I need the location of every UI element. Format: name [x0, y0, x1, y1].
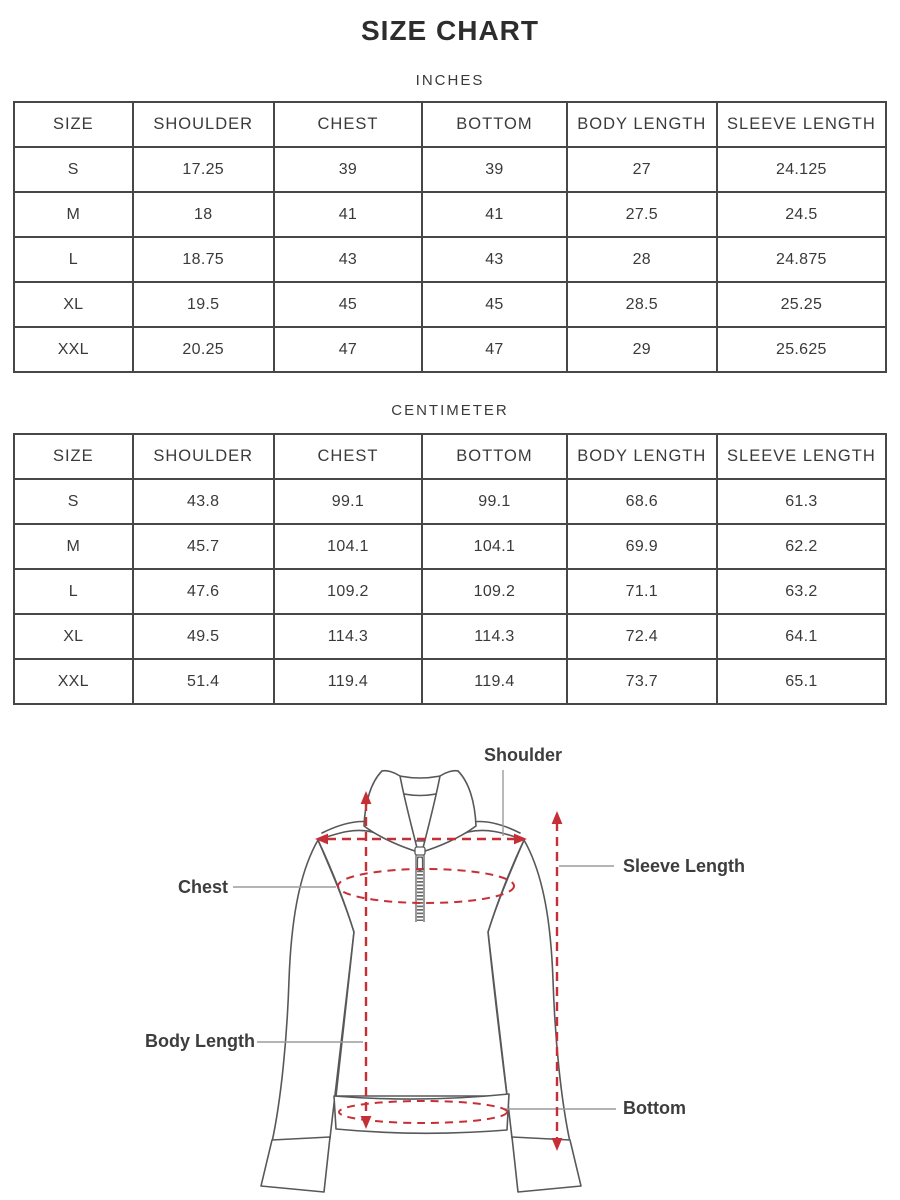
- centimeter-section-label: CENTIMETER: [391, 402, 509, 419]
- value-cell: 28.5: [567, 282, 717, 327]
- value-cell: 24.875: [717, 237, 886, 282]
- value-cell: 45.7: [133, 524, 274, 569]
- zipper: [415, 847, 425, 922]
- size-cell: XL: [14, 282, 133, 327]
- left-cuff: [261, 1137, 330, 1192]
- size-cell: XL: [14, 614, 133, 659]
- size-cell: XXL: [14, 659, 133, 704]
- column-header-bottom: BOTTOM: [422, 102, 567, 147]
- value-cell: 69.9: [567, 524, 717, 569]
- value-cell: 99.1: [274, 479, 422, 524]
- garment-outline: [261, 771, 581, 1192]
- sleeve-length-arrowhead-up: [552, 811, 563, 824]
- table-row: [14, 147, 886, 192]
- table-row: [14, 479, 886, 524]
- value-cell: 43: [422, 237, 567, 282]
- value-cell: 65.1: [717, 659, 886, 704]
- value-cell: 20.25: [133, 327, 274, 372]
- value-cell: 27: [567, 147, 717, 192]
- table-row: [14, 659, 886, 704]
- column-header-size: SIZE: [14, 102, 133, 147]
- column-header-sleeve-length: SLEEVE LENGTH: [717, 434, 886, 479]
- value-cell: 64.1: [717, 614, 886, 659]
- value-cell: 47: [274, 327, 422, 372]
- shoulder-label: Shoulder: [483, 745, 562, 765]
- value-cell: 51.4: [133, 659, 274, 704]
- table-row: [14, 524, 886, 569]
- size-cell: L: [14, 569, 133, 614]
- value-cell: 119.4: [274, 659, 422, 704]
- value-cell: 25.25: [717, 282, 886, 327]
- size-cell: M: [14, 524, 133, 569]
- value-cell: 24.125: [717, 147, 886, 192]
- value-cell: 41: [422, 192, 567, 237]
- value-cell: 18.75: [133, 237, 274, 282]
- value-cell: 62.2: [717, 524, 886, 569]
- value-cell: 104.1: [274, 524, 422, 569]
- value-cell: 18: [133, 192, 274, 237]
- value-cell: 45: [274, 282, 422, 327]
- value-cell: 47: [422, 327, 567, 372]
- value-cell: 19.5: [133, 282, 274, 327]
- column-header-chest: CHEST: [274, 434, 422, 479]
- table-row: [14, 192, 886, 237]
- value-cell: 27.5: [567, 192, 717, 237]
- value-cell: 61.3: [717, 479, 886, 524]
- value-cell: 99.1: [422, 479, 567, 524]
- value-cell: 114.3: [422, 614, 567, 659]
- value-cell: 24.5: [717, 192, 886, 237]
- value-cell: 109.2: [422, 569, 567, 614]
- sleeve-length-label: Sleeve Length: [623, 856, 746, 876]
- size-table-inches: [13, 101, 887, 373]
- column-header-sleeve-length: SLEEVE LENGTH: [717, 102, 886, 147]
- value-cell: 109.2: [274, 569, 422, 614]
- size-cell: XXL: [14, 327, 133, 372]
- size-cell: S: [14, 147, 133, 192]
- size-cell: L: [14, 237, 133, 282]
- column-header-shoulder: SHOULDER: [133, 434, 274, 479]
- column-header-body-length: BODY LENGTH: [567, 434, 717, 479]
- table-header-row: [14, 434, 886, 479]
- hem-band: [334, 1094, 509, 1133]
- value-cell: 29: [567, 327, 717, 372]
- value-cell: 43: [274, 237, 422, 282]
- value-cell: 28: [567, 237, 717, 282]
- column-header-body-length: BODY LENGTH: [567, 102, 717, 147]
- value-cell: 104.1: [422, 524, 567, 569]
- size-cell: S: [14, 479, 133, 524]
- table-row: [14, 569, 886, 614]
- table-row: [14, 237, 886, 282]
- value-cell: 47.6: [133, 569, 274, 614]
- zipper-slider: [415, 847, 425, 855]
- value-cell: 119.4: [422, 659, 567, 704]
- value-cell: 39: [422, 147, 567, 192]
- column-header-chest: CHEST: [274, 102, 422, 147]
- inches-section-label: INCHES: [415, 72, 485, 89]
- table-header-row: [14, 102, 886, 147]
- right-cuff: [512, 1137, 581, 1192]
- column-header-shoulder: SHOULDER: [133, 102, 274, 147]
- value-cell: 43.8: [133, 479, 274, 524]
- value-cell: 25.625: [717, 327, 886, 372]
- value-cell: 68.6: [567, 479, 717, 524]
- value-cell: 73.7: [567, 659, 717, 704]
- garment-line-art: [0, 740, 900, 1200]
- column-header-size: SIZE: [14, 434, 133, 479]
- table-row: [14, 282, 886, 327]
- body-length-label: Body Length: [145, 1031, 255, 1051]
- value-cell: 39: [274, 147, 422, 192]
- value-cell: 63.2: [717, 569, 886, 614]
- value-cell: 71.1: [567, 569, 717, 614]
- value-cell: 41: [274, 192, 422, 237]
- bottom-label: Bottom: [623, 1098, 686, 1118]
- column-header-bottom: BOTTOM: [422, 434, 567, 479]
- value-cell: 114.3: [274, 614, 422, 659]
- size-cell: M: [14, 192, 133, 237]
- garment-measurement-diagram: [0, 740, 900, 1200]
- chest-label: Chest: [177, 877, 228, 897]
- size-table-centimeter: [13, 433, 887, 705]
- page-title: SIZE CHART: [361, 15, 539, 46]
- value-cell: 17.25: [133, 147, 274, 192]
- value-cell: 45: [422, 282, 567, 327]
- table-row: [14, 614, 886, 659]
- table-row: [14, 327, 886, 372]
- value-cell: 49.5: [133, 614, 274, 659]
- value-cell: 72.4: [567, 614, 717, 659]
